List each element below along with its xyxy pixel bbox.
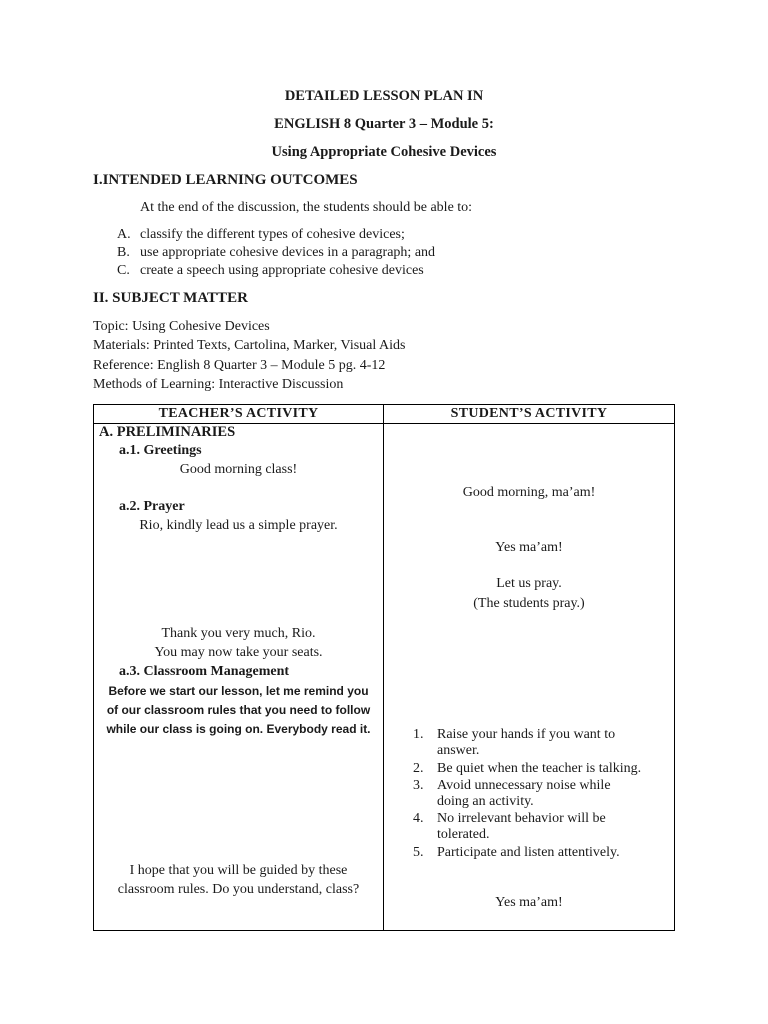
student-greeting-reply: Good morning, ma’am! xyxy=(462,485,596,500)
greetings-heading: a.1. Greetings xyxy=(119,443,202,458)
outcome-marker: C. xyxy=(117,263,130,278)
student-pray-action: (The students pray.) xyxy=(473,596,585,611)
rule-text: Participate and listen attentively. xyxy=(437,845,620,860)
management-text-line-1: Before we start our lesson, let me remind you xyxy=(108,684,369,698)
student-activity-header: STUDENT’S ACTIVITY xyxy=(450,406,608,421)
management-text-line-2: of our classroom rules that you need to follow xyxy=(106,703,371,717)
rule-number: 1. xyxy=(413,727,424,742)
outcome-text: create a speech using appropriate cohesive devices xyxy=(140,263,424,278)
outcome-text: classify the different types of cohesive devices; xyxy=(140,227,405,242)
teacher-activity-header: TEACHER’S ACTIVITY xyxy=(158,406,319,421)
student-final-reply: Yes ma’am! xyxy=(495,895,563,910)
teacher-closing-line-2: classroom rules. Do you understand, class? xyxy=(117,882,360,897)
teacher-closing-line-1: I hope that you will be guided by these xyxy=(129,863,348,878)
management-text-line-3: while our class is going on. Everybody read it. xyxy=(106,722,371,736)
outcomes-intro: At the end of the discussion, the students should be able to: xyxy=(140,200,473,215)
materials-line: Materials: Printed Texts, Cartolina, Marker, Visual Aids xyxy=(93,338,406,353)
subject-matter-heading: II. SUBJECT MATTER xyxy=(93,290,248,306)
outcomes-heading: I.INTENDED LEARNING OUTCOMES xyxy=(93,172,358,188)
topic-line: Topic: Using Cohesive Devices xyxy=(93,319,270,334)
rule-text: Be quiet when the teacher is talking. xyxy=(437,761,642,776)
title-line-3: Using Appropriate Cohesive Devices xyxy=(271,144,497,160)
title-line-1: DETAILED LESSON PLAN IN xyxy=(284,88,484,104)
teacher-greeting: Good morning class! xyxy=(179,462,298,477)
classroom-management-heading: a.3. Classroom Management xyxy=(119,664,290,679)
methods-line: Methods of Learning: Interactive Discussion xyxy=(93,377,344,392)
student-pray-line: Let us pray. xyxy=(496,576,562,591)
table-column-divider xyxy=(383,405,384,930)
student-prayer-reply: Yes ma’am! xyxy=(495,540,563,555)
rule-number: 5. xyxy=(413,845,424,860)
rule-text: Raise your hands if you want to xyxy=(437,727,616,742)
rule-text-continued: tolerated. xyxy=(437,827,490,842)
teacher-thanks-line-2: You may now take your seats. xyxy=(154,645,323,660)
outcome-marker: A. xyxy=(117,227,131,242)
rule-number: 3. xyxy=(413,778,424,793)
reference-line: Reference: English 8 Quarter 3 – Module 5 pg. 4-12 xyxy=(93,358,386,373)
rule-text-continued: answer. xyxy=(437,743,480,758)
outcome-marker: B. xyxy=(117,245,130,260)
outcome-text: use appropriate cohesive devices in a paragraph; and xyxy=(140,245,436,260)
activity-table xyxy=(93,404,675,931)
preliminaries-heading: A. PRELIMINARIES xyxy=(99,424,236,440)
teacher-thanks-line-1: Thank you very much, Rio. xyxy=(161,626,316,641)
title-line-2: ENGLISH 8 Quarter 3 – Module 5: xyxy=(274,116,494,132)
rule-number: 4. xyxy=(413,811,424,826)
rule-text-continued: doing an activity. xyxy=(437,794,534,809)
teacher-prayer-request: Rio, kindly lead us a simple prayer. xyxy=(139,518,338,533)
rule-text: Avoid unnecessary noise while xyxy=(437,778,611,793)
rule-text: No irrelevant behavior will be xyxy=(437,811,606,826)
prayer-heading: a.2. Prayer xyxy=(119,499,185,514)
rule-number: 2. xyxy=(413,761,424,776)
